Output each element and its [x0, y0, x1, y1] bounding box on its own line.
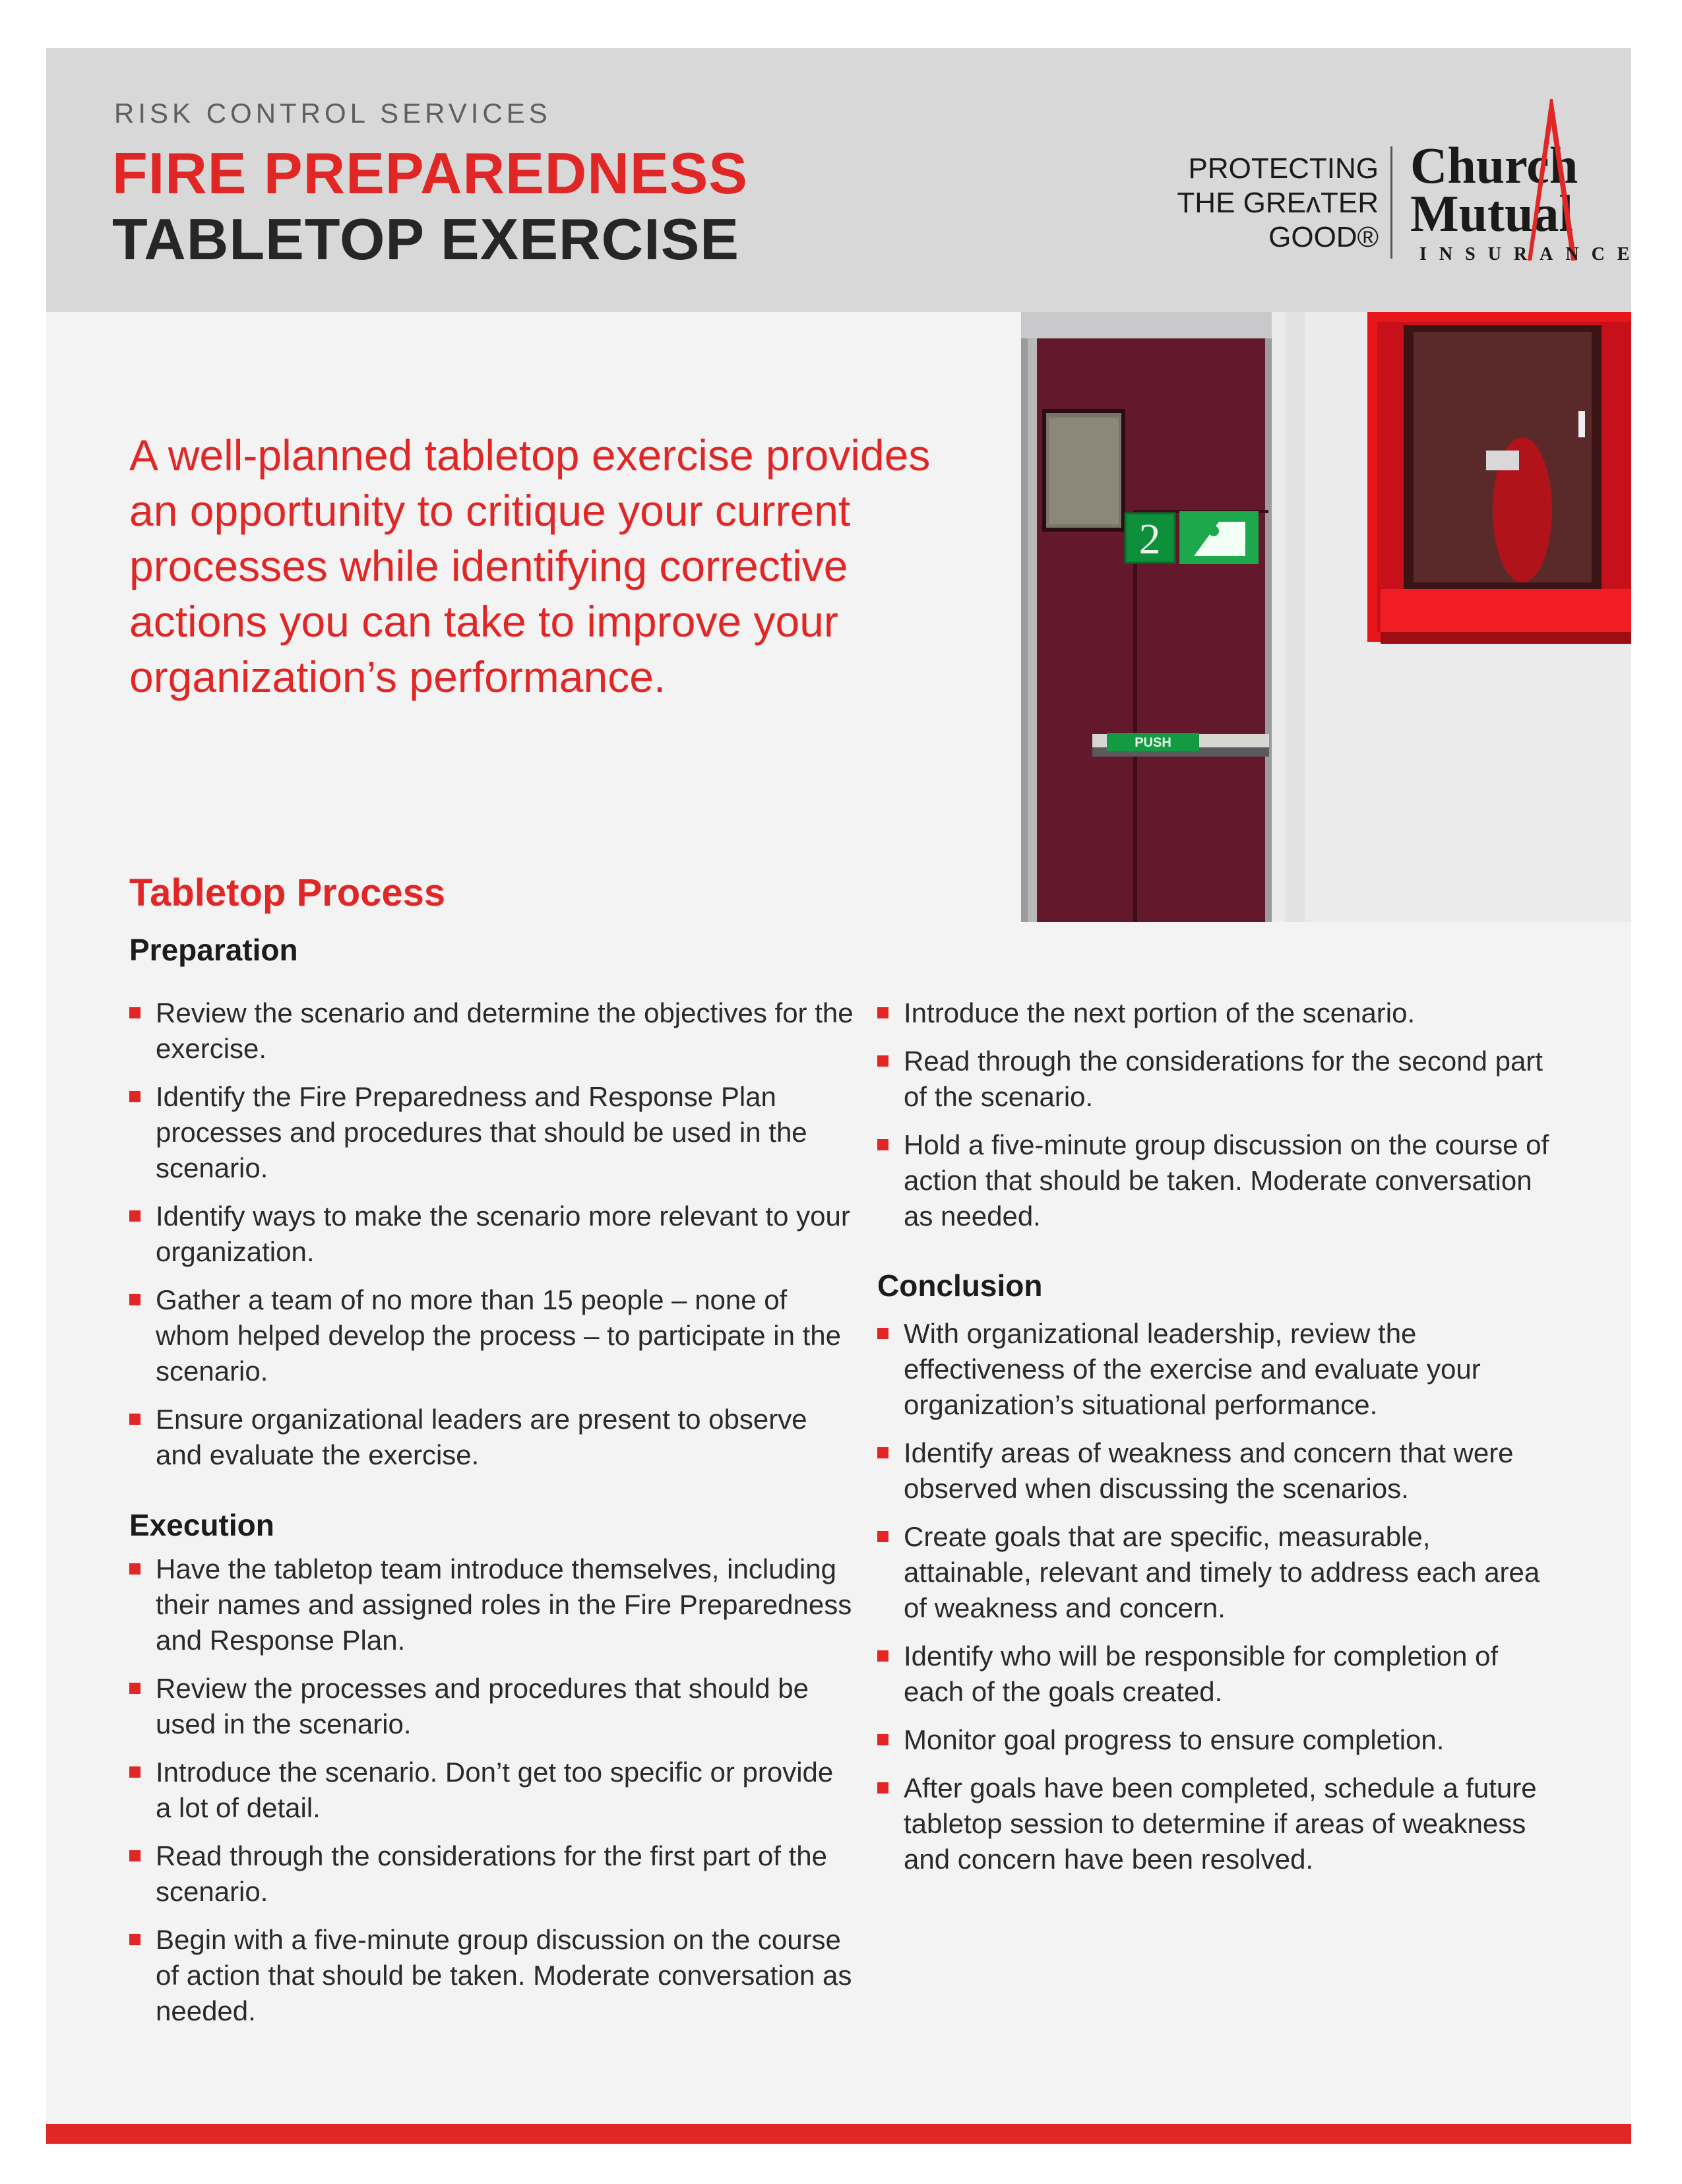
bullet-square-icon — [129, 1294, 140, 1305]
list-item: Identify ways to make the scenario more relevant to your organization. — [129, 1199, 855, 1270]
logo-word-church: Church — [1410, 137, 1578, 194]
list-item: Read through the considerations for the second part of the scenario. — [877, 1044, 1557, 1115]
header-kicker: RISK CONTROL SERVICES — [114, 98, 551, 129]
bullet-square-icon — [129, 1210, 140, 1222]
list-item: Introduce the next portion of the scenario. — [877, 995, 1557, 1031]
list-item: Have the tabletop team introduce themselves, including their names and assigned roles in the Fire Preparedness and Response Plan. — [129, 1551, 855, 1658]
list-item: Introduce the scenario. Don’t get too specific or provide a lot of detail. — [129, 1755, 855, 1826]
bullet-square-icon — [877, 1328, 888, 1339]
list-item: With organizational leadership, review the effectiveness of the exercise and evaluate your organization’s situational performance. — [877, 1316, 1557, 1423]
list-item: Ensure organizational leaders are present to observe and evaluate the exercise. — [129, 1402, 855, 1473]
preparation-list — [129, 995, 855, 1485]
brand-tagline — [1121, 152, 1379, 255]
list-item: Monitor goal progress to ensure completion. — [877, 1722, 1557, 1758]
logo-spire-icon — [1511, 99, 1583, 264]
list-item: Hold a five-minute group discussion on the course of action that should be taken. Moderate conversation as needed. — [877, 1127, 1557, 1234]
footer-accent-bar — [46, 2124, 1631, 2144]
title-line-1: FIRE PREPAREDNESS — [112, 140, 748, 206]
tagline-line-3: GOOD® — [1268, 221, 1379, 253]
list-item: Read through the considerations for the first part of the scenario. — [129, 1838, 855, 1910]
bullet-square-icon — [877, 1782, 888, 1794]
bullet-square-icon — [129, 1850, 140, 1861]
title-line-2: TABLETOP EXERCISE — [112, 206, 739, 272]
bullet-square-icon — [877, 1007, 888, 1018]
bullet-square-icon — [129, 1683, 140, 1694]
bullet-square-icon — [877, 1650, 888, 1662]
bullet-square-icon — [877, 1531, 888, 1542]
list-item: Identify the Fire Preparedness and Response Plan processes and procedures that should be used in the scenario. — [129, 1079, 855, 1186]
execution-continued-list — [877, 995, 1557, 1247]
tagline-line-1: PROTECTING — [1188, 152, 1379, 185]
list-item: After goals have been completed, schedule a future tabletop session to determine if areas of weakness and concern have been resolved. — [877, 1770, 1557, 1877]
logo-divider — [1390, 146, 1392, 259]
bullet-square-icon — [129, 1563, 140, 1575]
list-item: Identify areas of weakness and concern that were observed when discussing the scenarios. — [877, 1435, 1557, 1507]
bullet-square-icon — [129, 1091, 140, 1102]
list-item: Gather a team of no more than 15 people – none of whom helped develop the process – to participate in the scenario. — [129, 1282, 855, 1389]
bullet-square-icon — [129, 1414, 140, 1425]
section-title: Tabletop Process — [129, 871, 446, 914]
list-item: Begin with a five-minute group discussion on the course of action that should be taken. Moderate conversation as needed. — [129, 1922, 855, 2029]
list-item: Create goals that are specific, measurable, attainable, relevant and timely to address each area of weakness and concern. — [877, 1519, 1557, 1626]
fire-cabinet-photo — [1021, 312, 1631, 922]
execution-heading: Execution — [129, 1508, 274, 1542]
bullet-square-icon — [129, 1766, 140, 1778]
conclusion-heading: Conclusion — [877, 1268, 1043, 1303]
list-item: Review the processes and procedures that should be used in the scenario. — [129, 1671, 855, 1742]
conclusion-list — [877, 1316, 1557, 1890]
exit-sign-number: 2 — [1138, 515, 1161, 563]
list-item: Identify who will be responsible for completion of each of the goals created. — [877, 1638, 1557, 1710]
list-item: Review the scenario and determine the objectives for the exercise. — [129, 995, 855, 1067]
execution-list — [129, 1551, 855, 2042]
bullet-square-icon — [129, 1007, 140, 1018]
logo-subtitle: INSURANCE — [1419, 244, 1642, 265]
push-bar-label: PUSH — [1135, 735, 1171, 750]
tagline-line-2: THE GREʌTER — [1177, 187, 1379, 219]
logo-word-mutual: Mutual — [1410, 185, 1574, 242]
bullet-square-icon — [877, 1734, 888, 1745]
bullet-square-icon — [877, 1055, 888, 1067]
bullet-square-icon — [129, 1934, 140, 1945]
bullet-square-icon — [877, 1447, 888, 1458]
preparation-heading: Preparation — [129, 933, 298, 967]
intro-callout: A well-planned tabletop exercise provides an opportunity to critique your current processes while identifying corrective actions you can take to improve your organization’s performance. — [129, 431, 931, 701]
bullet-square-icon — [877, 1139, 888, 1150]
